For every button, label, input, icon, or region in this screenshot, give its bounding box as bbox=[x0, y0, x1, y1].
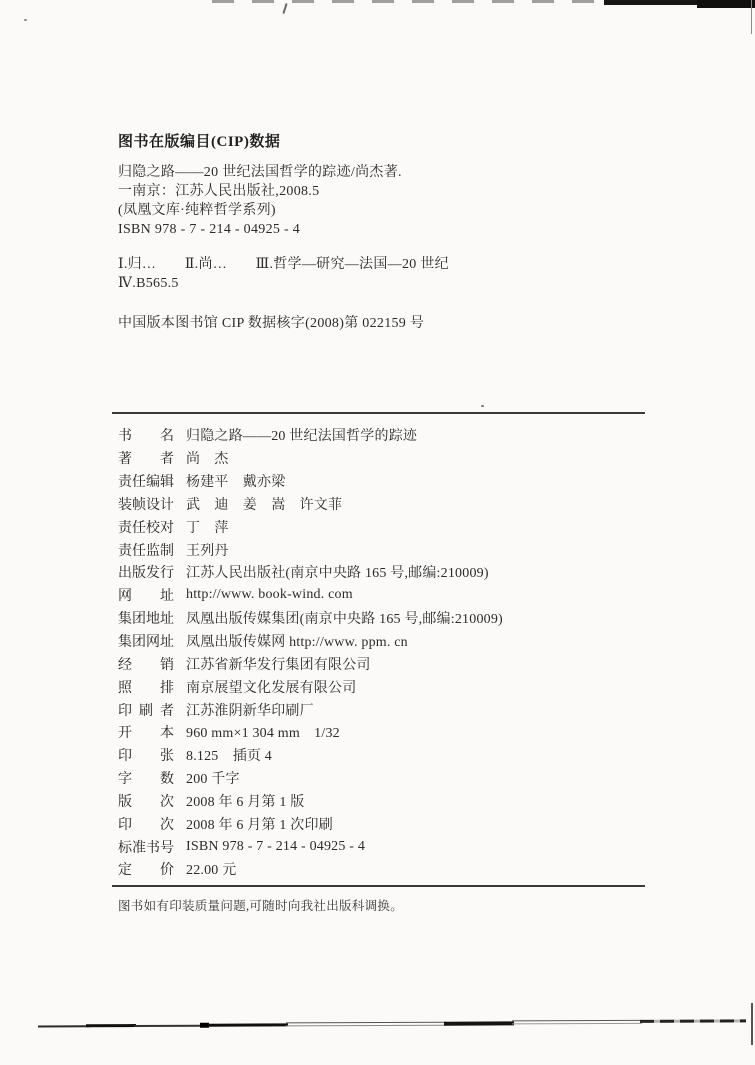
scan-edge-artifact-bottom bbox=[0, 1014, 755, 1031]
scan-edge-artifact-right bbox=[751, 0, 752, 34]
field-label: 定价 bbox=[118, 863, 174, 879]
field-value: 2008 年 6 月第 1 版 bbox=[186, 794, 305, 810]
field-value: 江苏人民出版社(南京中央路 165 号,邮编:210009) bbox=[186, 566, 489, 582]
cip-classification-block bbox=[118, 255, 449, 293]
table-row bbox=[118, 652, 678, 675]
field-value: 归隐之路——20 世纪法国哲学的踪迹 bbox=[186, 429, 418, 445]
field-label: 著者 bbox=[118, 452, 174, 468]
cip-classification-line: Ⅳ.B565.5 bbox=[118, 276, 179, 291]
field-label: 书名 bbox=[118, 429, 174, 445]
field-label: 照排 bbox=[118, 680, 174, 696]
table-row bbox=[118, 744, 678, 767]
field-label: 网址 bbox=[118, 589, 174, 605]
field-value: 武 迪 姜 嵩 许文菲 bbox=[186, 497, 343, 513]
cip-title-line: 归隐之路——20 世纪法国哲学的踪迹/尚杰著. bbox=[118, 165, 402, 180]
field-value: 8.125 插页 4 bbox=[186, 749, 272, 765]
divider-rule-top bbox=[112, 412, 645, 414]
field-label: 标准书号 bbox=[118, 840, 174, 856]
field-label: 版次 bbox=[118, 794, 174, 810]
cip-publisher-line: 一南京：江苏人民出版社,2008.5 bbox=[118, 184, 320, 199]
field-label: 责任监制 bbox=[118, 543, 174, 559]
field-label: 集团地址 bbox=[118, 612, 174, 628]
field-label: 开本 bbox=[118, 726, 174, 742]
field-label: 集团网址 bbox=[118, 635, 174, 651]
field-label: 责任校对 bbox=[118, 520, 174, 536]
table-row bbox=[118, 858, 678, 881]
table-row bbox=[118, 424, 678, 447]
scan-edge-artifact-top bbox=[212, 0, 602, 3]
table-row bbox=[118, 470, 678, 493]
field-value: 200 千字 bbox=[186, 772, 240, 788]
scan-edge-artifact-top-corner bbox=[697, 0, 755, 8]
table-row bbox=[118, 493, 678, 516]
field-value: 尚 杰 bbox=[186, 452, 229, 468]
table-row bbox=[118, 812, 678, 835]
cip-isbn-line: ISBN 978 - 7 - 214 - 04925 - 4 bbox=[118, 222, 301, 237]
cip-record-block bbox=[118, 163, 402, 239]
table-row bbox=[118, 584, 678, 607]
cip-classification-line: Ⅰ.归… Ⅱ.尚… Ⅲ.哲学—研究—法国—20 世纪 bbox=[118, 257, 449, 272]
field-value: 960 mm×1 304 mm 1/32 bbox=[186, 726, 340, 742]
table-row bbox=[118, 721, 678, 744]
table-row bbox=[118, 698, 678, 721]
field-label: 责任编辑 bbox=[118, 475, 174, 491]
table-row bbox=[118, 538, 678, 561]
field-value: ISBN 978 - 7 - 214 - 04925 - 4 bbox=[186, 838, 366, 854]
quality-exchange-note: 图书如有印装质量问题,可随时向我社出版科调换。 bbox=[118, 899, 404, 913]
table-row bbox=[118, 447, 678, 470]
table-row bbox=[118, 675, 678, 698]
field-value: 杨建平 戴亦梁 bbox=[186, 475, 286, 491]
colophon-table bbox=[118, 424, 678, 881]
field-label: 印刷者 bbox=[118, 703, 174, 719]
table-row bbox=[118, 561, 678, 584]
scan-speck-mark bbox=[282, 3, 287, 14]
table-row bbox=[118, 607, 678, 630]
field-value: 江苏淮阴新华印刷厂 bbox=[186, 703, 314, 719]
cip-record-number: 中国版本图书馆 CIP 数据核字(2008)第 022159 号 bbox=[118, 316, 425, 331]
field-label: 经销 bbox=[118, 657, 174, 673]
field-value: http://www. book-wind. com bbox=[186, 587, 353, 603]
field-value: 江苏省新华发行集团有限公司 bbox=[186, 657, 371, 673]
cip-heading: 图书在版编目(CIP)数据 bbox=[118, 134, 281, 150]
table-row bbox=[118, 515, 678, 538]
table-row bbox=[118, 767, 678, 790]
field-label: 出版发行 bbox=[118, 566, 174, 582]
scan-speck-dot bbox=[24, 19, 27, 21]
field-label: 装帧设计 bbox=[118, 497, 174, 513]
field-label: 印次 bbox=[118, 817, 174, 833]
field-value: 凤凰出版传媒集团(南京中央路 165 号,邮编:210009) bbox=[186, 612, 503, 628]
table-row bbox=[118, 630, 678, 653]
field-value: 2008 年 6 月第 1 次印刷 bbox=[186, 817, 333, 833]
table-row bbox=[118, 835, 678, 858]
field-label: 印张 bbox=[118, 749, 174, 765]
field-value: 凤凰出版传媒网 http://www. ppm. cn bbox=[186, 635, 408, 651]
field-value: 22.00 元 bbox=[186, 863, 237, 879]
field-value: 丁 萍 bbox=[186, 520, 229, 536]
field-value: 王列丹 bbox=[186, 543, 229, 559]
table-row bbox=[118, 790, 678, 813]
divider-rule-bottom bbox=[112, 885, 645, 887]
cip-series-line: (凤凰文库·纯粹哲学系列) bbox=[118, 203, 276, 218]
field-value: 南京展望文化发展有限公司 bbox=[186, 680, 357, 696]
field-label: 字数 bbox=[118, 772, 174, 788]
scan-speck-dot bbox=[481, 405, 484, 407]
